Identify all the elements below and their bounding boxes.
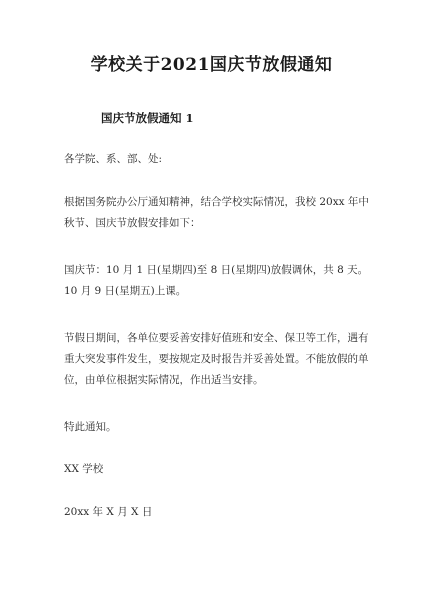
signature-date: 20xx 年 X 月 X 日 (64, 506, 153, 518)
document-subtitle: 国庆节放假通知 1 (101, 111, 194, 125)
salutation-text: 各学院、系、部、处: (64, 153, 163, 165)
notice-closing: 特此通知。 (64, 421, 117, 433)
holiday-dates-paragraph: 国庆节：10 月 1 日(星期四)至 8 日(星期四)放假调休，共 8 天。10 月 9 日(星期五)上课。 (64, 264, 369, 297)
intro-paragraph: 根据国务院办公厅通知精神，结合学校实际情况，我校 20xx 年中秋节、国庆节放假安排如下： (64, 196, 369, 229)
document-title: 学校关于2021国庆节放假通知 (90, 55, 333, 75)
duty-paragraph: 节假日期间，各单位要妥善安排好值班和安全、保卫等工作，遇有重大突发事件发生，要按规定及时报告并妥善处置。不能放假的单位，由单位根据实际情况，作出适当安排。 (64, 332, 369, 386)
signature-school: XX 学校 (64, 463, 104, 475)
